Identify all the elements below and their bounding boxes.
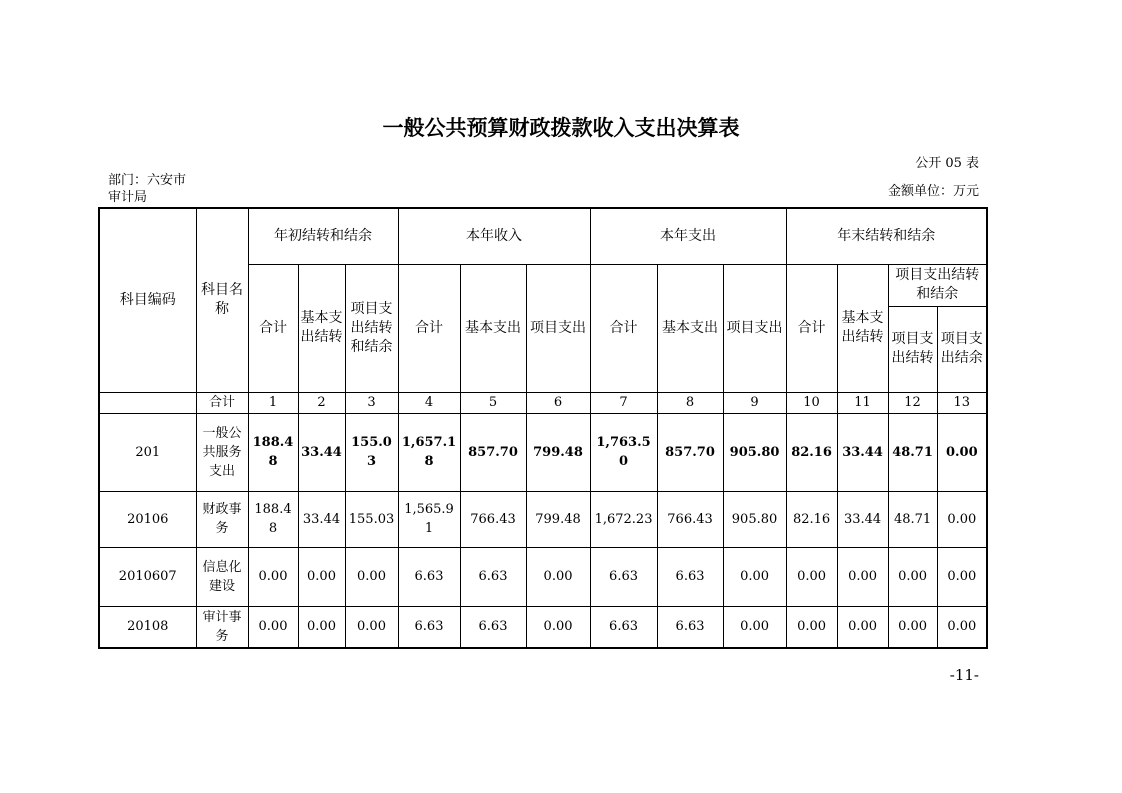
header-end-basic-carry: 基本支出结转 — [837, 264, 888, 392]
header-begin-basic-carry: 基本支出结转 — [298, 264, 345, 392]
column-number-7: 7 — [590, 392, 657, 413]
header-expense-project: 项目支出 — [723, 264, 786, 392]
amount-cell: 188.48 — [248, 491, 298, 547]
column-number-8: 8 — [657, 392, 723, 413]
amount-cell: 905.80 — [723, 413, 786, 491]
subject-name: 财政事务 — [196, 491, 248, 547]
amount-cell: 48.71 — [888, 491, 937, 547]
column-number-13: 13 — [937, 392, 987, 413]
subject-code: 2010607 — [99, 547, 196, 606]
column-number-3: 3 — [345, 392, 398, 413]
amount-unit-label: 金额单位：万元 — [887, 184, 979, 199]
header-expense-total: 合计 — [590, 264, 657, 392]
amount-cell: 0.00 — [786, 547, 837, 606]
amount-cell: 857.70 — [657, 413, 723, 491]
header-end-project-carry: 项目支出结转 — [888, 306, 937, 392]
amount-cell: 33.44 — [298, 413, 345, 491]
table-row — [99, 413, 987, 491]
amount-cell: 0.00 — [888, 606, 937, 648]
amount-cell: 766.43 — [657, 491, 723, 547]
header-begin-project-carry-balance: 项目支出结转和结余 — [345, 264, 398, 392]
amount-cell: 1,763.50 — [590, 413, 657, 491]
amount-cell: 0.00 — [837, 547, 888, 606]
page-title: 一般公共预算财政拨款收入支出决算表 — [382, 116, 740, 140]
amount-cell: 6.63 — [460, 547, 526, 606]
subject-code: 20108 — [99, 606, 196, 648]
header-group-income: 本年收入 — [398, 208, 590, 264]
amount-cell: 0.00 — [526, 547, 590, 606]
amount-cell: 0.00 — [937, 413, 987, 491]
amount-cell: 0.00 — [786, 606, 837, 648]
amount-cell: 799.48 — [526, 413, 590, 491]
amount-cell: 905.80 — [723, 491, 786, 547]
amount-cell: 0.00 — [888, 547, 937, 606]
column-number-6: 6 — [526, 392, 590, 413]
header-end-total: 合计 — [786, 264, 837, 392]
subject-code: 201 — [99, 413, 196, 491]
header-group-end: 年末结转和结余 — [786, 208, 987, 264]
header-name: 科目名称 — [196, 208, 248, 392]
header-income-project: 项目支出 — [526, 264, 590, 392]
header-income-basic: 基本支出 — [460, 264, 526, 392]
amount-cell: 0.00 — [937, 547, 987, 606]
column-number-1: 1 — [248, 392, 298, 413]
amount-cell: 766.43 — [460, 491, 526, 547]
column-number-12: 12 — [888, 392, 937, 413]
total-row-label: 合计 — [196, 392, 248, 413]
table-row — [99, 606, 987, 648]
amount-cell: 155.03 — [345, 413, 398, 491]
header-begin-total: 合计 — [248, 264, 298, 392]
budget-table — [98, 207, 988, 649]
amount-cell: 1,672.23 — [590, 491, 657, 547]
amount-cell: 6.63 — [590, 547, 657, 606]
amount-cell: 1,565.91 — [398, 491, 460, 547]
blank-cell — [99, 392, 196, 413]
amount-cell: 857.70 — [460, 413, 526, 491]
header-code: 科目编码 — [99, 208, 196, 392]
amount-cell: 48.71 — [888, 413, 937, 491]
amount-cell: 0.00 — [248, 606, 298, 648]
column-number-9: 9 — [723, 392, 786, 413]
amount-cell: 1,657.18 — [398, 413, 460, 491]
amount-cell: 799.48 — [526, 491, 590, 547]
subject-code: 20106 — [99, 491, 196, 547]
amount-cell: 0.00 — [723, 547, 786, 606]
amount-cell: 82.16 — [786, 491, 837, 547]
subject-name: 信息化建设 — [196, 547, 248, 606]
amount-cell: 0.00 — [298, 606, 345, 648]
column-number-11: 11 — [837, 392, 888, 413]
header-expense-basic: 基本支出 — [657, 264, 723, 392]
amount-cell: 0.00 — [248, 547, 298, 606]
amount-cell: 0.00 — [937, 606, 987, 648]
amount-cell: 33.44 — [298, 491, 345, 547]
header-end-project-balance: 项目支出结余 — [937, 306, 987, 392]
header-group-expense: 本年支出 — [590, 208, 786, 264]
amount-cell: 0.00 — [837, 606, 888, 648]
form-number: 公开 05 表 — [915, 156, 979, 171]
column-number-5: 5 — [460, 392, 526, 413]
table-row — [99, 491, 987, 547]
amount-cell: 0.00 — [345, 606, 398, 648]
amount-cell: 6.63 — [590, 606, 657, 648]
amount-cell: 0.00 — [298, 547, 345, 606]
amount-cell: 33.44 — [837, 491, 888, 547]
table-row — [99, 547, 987, 606]
amount-cell: 188.48 — [248, 413, 298, 491]
header-income-total: 合计 — [398, 264, 460, 392]
department-label: 部门：六安市审计局 — [108, 173, 187, 205]
header-group-begin: 年初结转和结余 — [248, 208, 398, 264]
amount-cell: 0.00 — [345, 547, 398, 606]
amount-cell: 82.16 — [786, 413, 837, 491]
amount-cell: 155.03 — [345, 491, 398, 547]
column-number-4: 4 — [398, 392, 460, 413]
subject-name: 审计事务 — [196, 606, 248, 648]
column-number-10: 10 — [786, 392, 837, 413]
page-number: -11- — [949, 666, 979, 684]
column-number-2: 2 — [298, 392, 345, 413]
amount-cell: 6.63 — [657, 547, 723, 606]
amount-cell: 6.63 — [398, 606, 460, 648]
header-end-project-group: 项目支出结转和结余 — [888, 264, 987, 306]
amount-cell: 6.63 — [398, 547, 460, 606]
amount-cell: 0.00 — [723, 606, 786, 648]
amount-cell: 33.44 — [837, 413, 888, 491]
amount-cell: 6.63 — [657, 606, 723, 648]
amount-cell: 6.63 — [460, 606, 526, 648]
amount-cell: 0.00 — [937, 491, 987, 547]
amount-cell: 0.00 — [526, 606, 590, 648]
subject-name: 一般公共服务支出 — [196, 413, 248, 491]
